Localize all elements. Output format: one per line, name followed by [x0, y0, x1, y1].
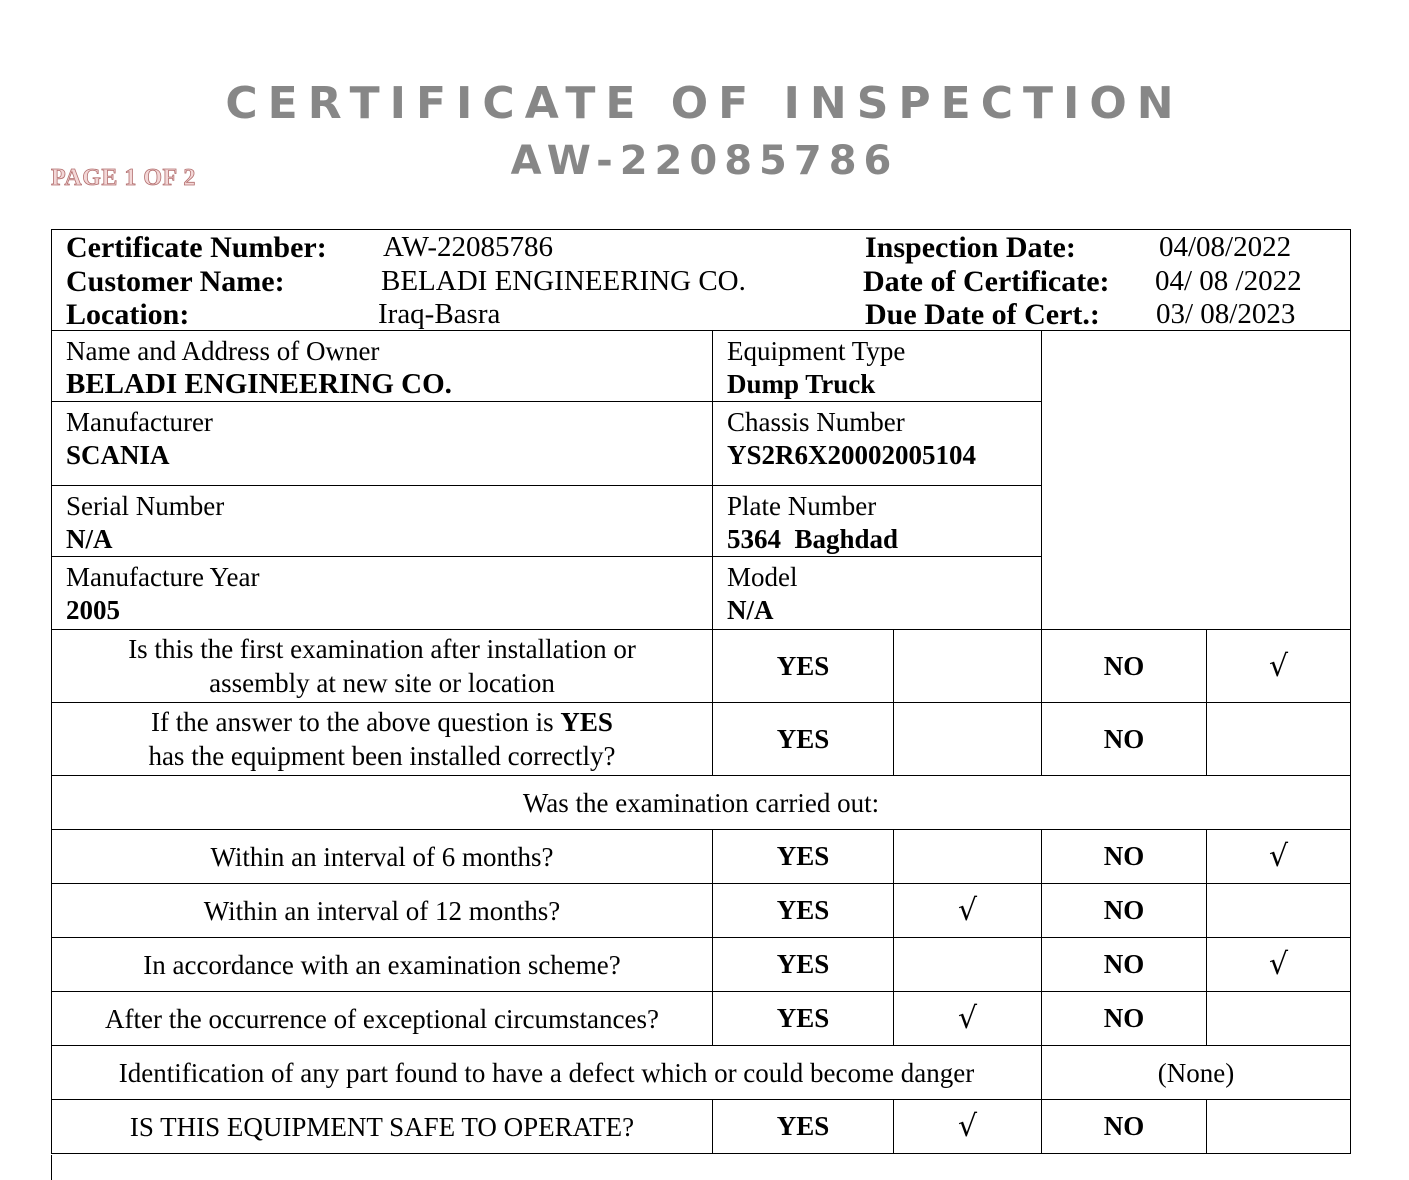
- plate-label: Plate Number: [727, 491, 877, 521]
- check-mark: √: [1268, 648, 1289, 684]
- yes-checkbox[interactable]: [894, 938, 1042, 992]
- inspection-date-value: 04/08/2022: [1159, 231, 1292, 263]
- serial-value: N/A: [66, 524, 113, 554]
- serial-field: [52, 486, 713, 557]
- question-line: Is this the first examination after installation or: [128, 634, 636, 664]
- manufacturer-label: Manufacturer: [66, 407, 213, 437]
- model-label: Model: [727, 562, 798, 592]
- inspection-date-label: Inspection Date:: [865, 231, 1076, 264]
- no-label: NO: [1042, 703, 1207, 776]
- no-label: NO: [1042, 884, 1207, 938]
- plate-field: [713, 486, 1042, 557]
- yes-label: YES: [713, 630, 894, 703]
- plate-value: 5364 Baghdad: [727, 524, 899, 554]
- check-mark: √: [957, 1001, 978, 1036]
- section-heading: Was the examination carried out:: [52, 776, 1351, 830]
- owner-label: Name and Address of Owner: [66, 336, 380, 366]
- owner-value: BELADI ENGINEERING CO.: [66, 368, 452, 400]
- no-checkbox[interactable]: [1207, 992, 1351, 1046]
- certificate-number-value: AW-22085786: [383, 231, 554, 263]
- no-checkbox[interactable]: [1207, 703, 1351, 776]
- yes-checkbox[interactable]: [894, 884, 1042, 938]
- certificate-info-block: [52, 230, 1351, 331]
- yes-label: YES: [713, 830, 894, 884]
- no-checkbox[interactable]: [1207, 1100, 1351, 1154]
- certificate-id-heading: AW-22085786: [510, 138, 899, 184]
- check-mark: √: [957, 1109, 978, 1144]
- no-label: NO: [1042, 1100, 1207, 1154]
- text-cursor: [51, 1155, 52, 1180]
- customer-name-value: BELADI ENGINEERING CO.: [381, 265, 746, 297]
- no-checkbox[interactable]: [1207, 830, 1351, 884]
- question-line: If the answer to the above question is: [151, 707, 561, 737]
- question-installed-correctly: [52, 703, 713, 776]
- check-mark: √: [1268, 839, 1289, 874]
- no-label: NO: [1042, 938, 1207, 992]
- page-indicator: PAGE 1 OF 2: [51, 165, 196, 191]
- due-date-value: 03/ 08/2023: [1156, 298, 1296, 330]
- no-checkbox[interactable]: [1207, 938, 1351, 992]
- question-12-months: Within an interval of 12 months?: [52, 884, 713, 938]
- date-of-certificate-value: 04/ 08 /2022: [1155, 265, 1302, 297]
- year-value: 2005: [66, 595, 120, 625]
- no-label: NO: [1042, 992, 1207, 1046]
- yes-checkbox[interactable]: [894, 630, 1042, 703]
- yes-checkbox[interactable]: [894, 830, 1042, 884]
- equipment-type-label: Equipment Type: [727, 336, 906, 366]
- chassis-value: YS2R6X20002005104: [727, 440, 977, 470]
- chassis-label: Chassis Number: [727, 407, 905, 437]
- certificate-number-label: Certificate Number:: [66, 231, 327, 264]
- yes-label: YES: [713, 703, 894, 776]
- yes-checkbox[interactable]: [894, 703, 1042, 776]
- model-value: N/A: [727, 595, 774, 625]
- year-field: [52, 557, 713, 630]
- question-examination-scheme: In accordance with an examination scheme?: [52, 938, 713, 992]
- question-first-examination: [52, 630, 713, 703]
- year-label: Manufacture Year: [66, 562, 260, 592]
- yes-label: YES: [713, 884, 894, 938]
- customer-name-label: Customer Name:: [66, 265, 285, 298]
- yes-checkbox[interactable]: [894, 992, 1042, 1046]
- location-label: Location:: [66, 298, 190, 331]
- no-label: NO: [1042, 830, 1207, 884]
- check-mark: √: [957, 893, 978, 928]
- no-checkbox[interactable]: [1207, 630, 1351, 703]
- question-exceptional-circumstances: After the occurrence of exceptional circumstances?: [52, 992, 713, 1046]
- equipment-type-field: [713, 331, 1042, 402]
- defect-value: (None): [1042, 1046, 1351, 1100]
- defect-question: Identification of any part found to have a defect which or could become danger: [52, 1046, 1042, 1100]
- yes-label: YES: [713, 938, 894, 992]
- question-6-months: Within an interval of 6 months?: [52, 830, 713, 884]
- manufacturer-field: [52, 402, 713, 486]
- inspection-table: [51, 229, 1351, 1154]
- check-mark: √: [1268, 947, 1289, 982]
- equipment-type-value: Dump Truck: [727, 369, 876, 399]
- certificate-title: CERTIFICATE OF INSPECTION: [225, 78, 1184, 129]
- question-line: has the equipment been installed correctly?: [148, 741, 616, 771]
- chassis-field: [713, 402, 1042, 486]
- serial-label: Serial Number: [66, 491, 225, 521]
- owner-field: [52, 331, 713, 402]
- no-label: NO: [1042, 630, 1207, 703]
- question-safe-to-operate: IS THIS EQUIPMENT SAFE TO OPERATE?: [52, 1100, 713, 1154]
- manufacturer-value: SCANIA: [66, 440, 170, 470]
- yes-checkbox[interactable]: [894, 1100, 1042, 1154]
- photo-area: [1042, 331, 1351, 630]
- yes-label: YES: [713, 992, 894, 1046]
- model-field: [713, 557, 1042, 630]
- question-line: assembly at new site or location: [209, 668, 555, 698]
- date-of-certificate-label: Date of Certificate:: [863, 265, 1110, 298]
- question-emphasis: YES: [560, 707, 613, 737]
- yes-label: YES: [713, 1100, 894, 1154]
- due-date-label: Due Date of Cert.:: [865, 298, 1100, 331]
- no-checkbox[interactable]: [1207, 884, 1351, 938]
- location-value: Iraq-Basra: [378, 298, 501, 330]
